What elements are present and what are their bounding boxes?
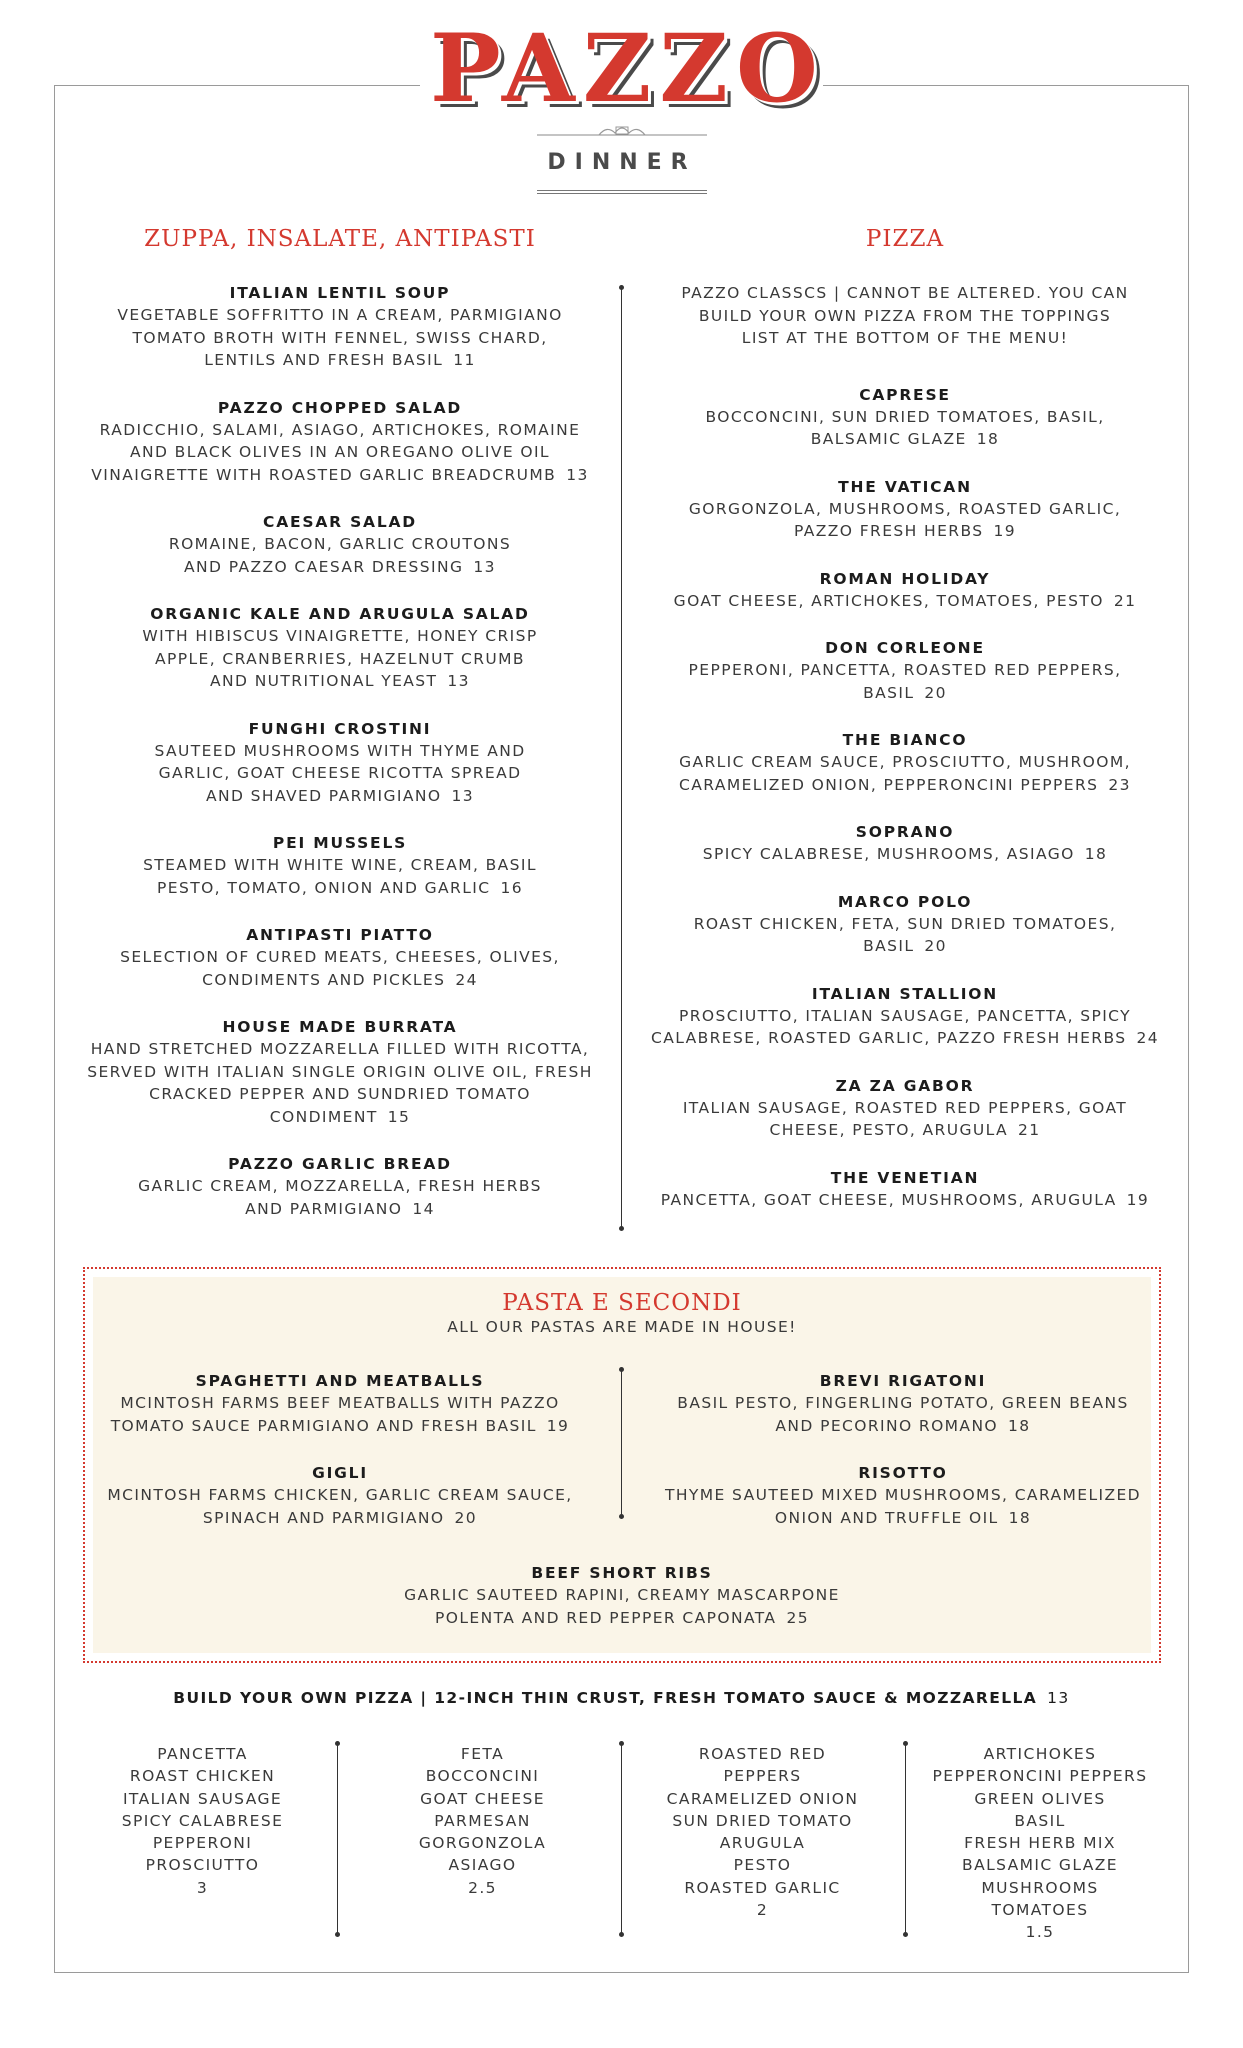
menu-item-description-text: MCINTOSH FARMS CHICKEN, GARLIC CREAM SAUCE, SPINACH AND PARMIGIANO bbox=[107, 1486, 573, 1527]
menu-item-description bbox=[93, 1584, 1151, 1629]
menu-item-description-text: RADICCHIO, SALAMI, ASIAGO, ARTICHOKES, ROMAINE AND BLACK OLIVES IN AN OREGANO OLIVE OIL VINAIGRETTE WITH ROASTED GARLIC BREADCRUMB bbox=[91, 420, 581, 484]
topping-price: 2 bbox=[756, 1901, 769, 1920]
menu-item-name: CAESAR SALAD bbox=[263, 513, 417, 531]
menu-item-price: 24 bbox=[1136, 1029, 1159, 1047]
menu-item bbox=[80, 1016, 600, 1128]
menu-item-description-text: VEGETABLE SOFFRITTO IN A CREAM, PARMIGIANO TOMATO BROTH WITH FENNEL, SWISS CHARD, LENTILS AND FRESH BASIL bbox=[117, 306, 563, 369]
menu-item-name: CAPRESE bbox=[859, 385, 951, 404]
menu-item-description bbox=[80, 1038, 600, 1128]
menu-item-description bbox=[645, 1005, 1165, 1050]
menu-item-description bbox=[80, 419, 600, 487]
menu-item-name: ORGANIC KALE AND ARUGULA SALAD bbox=[150, 605, 530, 623]
menu-item bbox=[645, 983, 1165, 1050]
topping-item: GREEN OLIVES bbox=[974, 1789, 1106, 1808]
menu-item bbox=[645, 568, 1165, 613]
topping-item: PANCETTA bbox=[157, 1745, 248, 1763]
menu-item-price: 18 bbox=[1008, 1508, 1032, 1527]
pizza-section-title: PIZZA bbox=[865, 226, 945, 252]
menu-item-description bbox=[80, 1175, 600, 1220]
menu-item-price: 23 bbox=[1108, 775, 1131, 794]
menu-item-description-text: THYME SAUTEED MIXED MUSHROOMS, CARAMELIZED ONION AND TRUFFLE OIL bbox=[664, 1486, 1142, 1527]
menu-item-price: 24 bbox=[455, 970, 478, 989]
menu-item-price: 15 bbox=[387, 1107, 411, 1126]
menu-item-price: 13 bbox=[566, 465, 589, 484]
menu-item-description bbox=[645, 498, 1165, 543]
menu-item-price: 21 bbox=[1018, 1121, 1041, 1139]
pasta-center-item bbox=[93, 1562, 1151, 1654]
menu-item bbox=[645, 1167, 1165, 1212]
topping-item: FETA bbox=[460, 1745, 505, 1763]
menu-item-name: BEEF SHORT RIBS bbox=[531, 1564, 713, 1582]
menu-item bbox=[93, 1562, 1151, 1629]
menu-item-description bbox=[645, 1189, 1165, 1212]
menu-item-description bbox=[80, 740, 600, 808]
menu-item bbox=[95, 1370, 585, 1437]
menu-item-description-text: GOAT CHEESE, ARTICHOKES, TOMATOES, PESTO bbox=[673, 591, 1104, 610]
topping-item: BASIL bbox=[1014, 1811, 1066, 1830]
menu-item-price: 11 bbox=[453, 351, 476, 369]
menu-item bbox=[80, 832, 600, 899]
menu-item-name: SPAGHETTI AND MEATBALLS bbox=[195, 1372, 485, 1390]
menu-item bbox=[95, 1462, 585, 1529]
pasta-left-items bbox=[95, 1370, 585, 1554]
menu-item-description-text: PEPPERONI, PANCETTA, ROASTED RED PEPPERS, BASIL bbox=[688, 661, 1122, 702]
menu-item-price: 25 bbox=[786, 1608, 809, 1627]
menu-item bbox=[80, 397, 600, 487]
menu-item-description-text: WITH HIBISCUS VINAIGRETTE, HONEY CRISP APPLE, CRANBERRIES, HAZELNUT CRUMB AND NUTRITIONAL YEAST bbox=[142, 627, 538, 690]
topping-item: ARTICHOKES bbox=[983, 1745, 1097, 1763]
pasta-divider bbox=[621, 1369, 622, 1517]
topping-price: 1.5 bbox=[1025, 1923, 1055, 1942]
menu-item-description bbox=[80, 946, 600, 991]
menu-item-name: PEI MUSSELS bbox=[272, 834, 408, 852]
byo-price: 13 bbox=[1047, 1689, 1070, 1707]
menu-item-price: 20 bbox=[454, 1508, 478, 1527]
menu-item-description-text: SPICY CALABRESE, MUSHROOMS, ASIAGO bbox=[702, 845, 1075, 863]
menu-item-description-text: ROAST CHICKEN, FETA, SUN DRIED TOMATOES, BASIL bbox=[693, 914, 1117, 955]
menu-item-price: 18 bbox=[976, 430, 1000, 448]
menu-item-price: 16 bbox=[500, 878, 523, 897]
dinner-underline-2 bbox=[537, 193, 707, 194]
menu-item-description bbox=[645, 751, 1165, 796]
menu-item-price: 18 bbox=[1008, 1416, 1031, 1435]
menu-item bbox=[645, 821, 1165, 866]
topping-divider-3 bbox=[905, 1743, 906, 1935]
menu-item-description-text: HAND STRETCHED MOZZARELLA FILLED WITH RICOTTA, SERVED WITH ITALIAN SINGLE ORIGIN OLIVE OIL, FRESH CRACKED PEPPER AND SUNDRIED TOMATO CONDIMENT bbox=[87, 1040, 593, 1126]
byo-title-text: BUILD YOUR OWN PIZZA | 12-INCH THIN CRUST, FRESH TOMATO SAUCE & MOZZARELLA bbox=[173, 1689, 1038, 1707]
zuppa-items bbox=[80, 282, 600, 1245]
topping-item: PESTO bbox=[733, 1856, 792, 1875]
topping-divider-1 bbox=[337, 1743, 338, 1935]
menu-item-price: 21 bbox=[1113, 591, 1137, 610]
menu-item bbox=[658, 1370, 1148, 1437]
topping-item: CARAMELIZED ONION bbox=[666, 1789, 859, 1808]
menu-item-description bbox=[645, 843, 1165, 866]
menu-item-description bbox=[645, 1097, 1165, 1142]
ornament-icon bbox=[537, 123, 707, 141]
menu-item-name: ROMAN HOLIDAY bbox=[819, 569, 991, 588]
menu-item bbox=[80, 603, 600, 693]
menu-item-description bbox=[658, 1484, 1148, 1529]
pasta-note: ALL OUR PASTAS ARE MADE IN HOUSE! bbox=[447, 1318, 797, 1336]
column-divider bbox=[621, 287, 622, 1229]
menu-item bbox=[658, 1462, 1148, 1529]
menu-item-description-text: SELECTION OF CURED MEATS, CHEESES, OLIVES, CONDIMENTS AND PICKLES bbox=[120, 948, 560, 989]
zuppa-section-title: ZUPPA, INSALATE, ANTIPASTI bbox=[144, 226, 536, 252]
menu-item-name: DON CORLEONE bbox=[825, 639, 985, 657]
menu-item bbox=[645, 1075, 1165, 1142]
menu-item-description bbox=[95, 1392, 585, 1437]
pazzo-logo: PAZZO bbox=[430, 14, 826, 124]
menu-item-description bbox=[645, 659, 1165, 704]
menu-item-description bbox=[95, 1484, 585, 1529]
menu-item bbox=[80, 924, 600, 991]
menu-item-description bbox=[658, 1392, 1148, 1437]
topping-item: ITALIAN SAUSAGE bbox=[122, 1789, 283, 1808]
topping-item: ROAST CHICKEN bbox=[129, 1767, 276, 1786]
pizza-column bbox=[645, 282, 1165, 1236]
menu-item-price: 19 bbox=[993, 522, 1016, 540]
topping-item: PARMESAN bbox=[434, 1811, 531, 1830]
menu-item-description-text: BOCCONCINI, SUN DRIED TOMATOES, BASIL, BALSAMIC GLAZE bbox=[705, 407, 1105, 448]
topping-price: 2.5 bbox=[468, 1878, 497, 1897]
menu-item-description bbox=[645, 590, 1165, 613]
topping-item: ASIAGO bbox=[448, 1856, 517, 1875]
topping-column-cheeses bbox=[375, 1743, 590, 1899]
pasta-section-title: PASTA E SECONDI bbox=[502, 1290, 742, 1316]
menu-item-name: PAZZO CHOPPED SALAD bbox=[217, 398, 463, 417]
menu-type-label: DINNER bbox=[547, 150, 697, 175]
menu-item-description-text: STEAMED WITH WHITE WINE, CREAM, BASIL PESTO, TOMATO, ONION AND GARLIC bbox=[143, 856, 537, 897]
topping-item: MUSHROOMS bbox=[981, 1878, 1099, 1897]
menu-item bbox=[645, 476, 1165, 543]
menu-item-description-text: SAUTEED MUSHROOMS WITH THYME AND GARLIC, GOAT CHEESE RICOTTA SPREAD AND SHAVED PARMIGIANO bbox=[154, 741, 526, 805]
menu-item bbox=[645, 891, 1165, 958]
menu-item-description-text: PROSCIUTTO, ITALIAN SAUSAGE, PANCETTA, SPICY CALABRESE, ROASTED GARLIC, PAZZO FRESH HERBS bbox=[650, 1006, 1132, 1047]
topping-item: PEPPERONI bbox=[152, 1834, 253, 1853]
menu-item-description-text: GARLIC CREAM SAUCE, PROSCIUTTO, MUSHROOM, CARAMELIZED ONION, PEPPERONCINI PEPPERS bbox=[679, 753, 1131, 794]
menu-item bbox=[80, 282, 600, 372]
topping-item: SUN DRIED TOMATO bbox=[672, 1811, 853, 1830]
menu-item-description bbox=[645, 913, 1165, 958]
menu-item-name: ANTIPASTI PIATTO bbox=[246, 926, 434, 944]
menu-item-price: 20 bbox=[924, 937, 947, 955]
menu-item-description-text: GARLIC SAUTEED RAPINI, CREAMY MASCARPONE POLENTA AND RED PEPPER CAPONATA bbox=[404, 1586, 840, 1627]
menu-item-name: ITALIAN LENTIL SOUP bbox=[229, 284, 451, 302]
menu-item-name: BREVI RIGATONI bbox=[819, 1372, 987, 1390]
menu-item-description-text: MCINTOSH FARMS BEEF MEATBALLS WITH PAZZO TOMATO SAUCE PARMIGIANO AND FRESH BASIL bbox=[110, 1394, 560, 1435]
byo-title bbox=[54, 1689, 1189, 1707]
menu-item-price: 20 bbox=[924, 683, 947, 702]
menu-item-description-text: BASIL PESTO, FINGERLING POTATO, GREEN BEANS AND PECORINO ROMANO bbox=[677, 1394, 1129, 1435]
menu-item bbox=[645, 384, 1165, 451]
menu-item bbox=[645, 637, 1165, 704]
menu-item-price: 14 bbox=[412, 1199, 435, 1218]
menu-item-name: RISOTTO bbox=[858, 1464, 948, 1482]
topping-item: ROASTED RED bbox=[698, 1745, 827, 1763]
menu-item-name: SOPRANO bbox=[855, 823, 955, 841]
pizza-note: PAZZO CLASSCS | CANNOT BE ALTERED. YOU CAN BUILD YOUR OWN PIZZA FROM THE TOPPINGS LIST AT THE BOTTOM OF THE MENU! bbox=[681, 284, 1129, 347]
topping-column-veg bbox=[655, 1743, 870, 1921]
menu-item bbox=[645, 729, 1165, 796]
topping-item: PROSCIUTTO bbox=[145, 1856, 260, 1875]
topping-price: 3 bbox=[196, 1878, 209, 1897]
topping-item: GOAT CHEESE bbox=[420, 1789, 545, 1808]
menu-item-name: ZA ZA GABOR bbox=[835, 1076, 975, 1095]
topping-item: SPICY CALABRESE bbox=[121, 1811, 284, 1830]
menu-item-name: HOUSE MADE BURRATA bbox=[222, 1018, 458, 1036]
menu-item-name: THE BIANCO bbox=[842, 731, 968, 749]
topping-item: BALSAMIC GLAZE bbox=[962, 1856, 1118, 1875]
topping-item: ROASTED GARLIC bbox=[684, 1878, 841, 1897]
menu-item-price: 13 bbox=[451, 786, 474, 805]
menu-item-description bbox=[80, 625, 600, 693]
topping-column-extras bbox=[925, 1743, 1155, 1944]
menu-item-description bbox=[80, 854, 600, 899]
menu-item-name: MARCO POLO bbox=[837, 892, 973, 911]
menu-item-description-text: GORGONZOLA, MUSHROOMS, ROASTED GARLIC, PAZZO FRESH HERBS bbox=[688, 499, 1122, 540]
menu-item-description-text: GARLIC CREAM, MOZZARELLA, FRESH HERBS AND PARMIGIANO bbox=[138, 1177, 542, 1218]
topping-item: FRESH HERB MIX bbox=[964, 1834, 1116, 1853]
menu-item-price: 19 bbox=[546, 1416, 570, 1435]
topping-item: ARUGULA bbox=[719, 1834, 806, 1853]
dinner-underline bbox=[537, 190, 707, 191]
menu-item-name: FUNGHI CROSTINI bbox=[248, 719, 432, 738]
topping-item: PEPPERS bbox=[723, 1767, 802, 1786]
menu-item-name: THE VATICAN bbox=[838, 477, 972, 496]
menu-item-name: PAZZO GARLIC BREAD bbox=[228, 1155, 452, 1173]
menu-item-price: 18 bbox=[1084, 845, 1108, 863]
menu-item-name: THE VENETIAN bbox=[830, 1168, 980, 1187]
menu-item-price: 19 bbox=[1126, 1190, 1150, 1209]
topping-divider-2 bbox=[621, 1743, 622, 1935]
menu-item bbox=[80, 511, 600, 578]
menu-item-description bbox=[645, 406, 1165, 451]
topping-item: BOCCONCINI bbox=[425, 1767, 540, 1786]
menu-item-price: 13 bbox=[473, 557, 496, 576]
pasta-right-items bbox=[658, 1370, 1148, 1554]
menu-item bbox=[80, 718, 600, 808]
menu-item-description bbox=[80, 304, 600, 372]
menu-item-description bbox=[80, 533, 600, 578]
topping-item: TOMATOES bbox=[991, 1901, 1089, 1920]
menu-item-description-text: ITALIAN SAUSAGE, ROASTED RED PEPPERS, GOAT CHEESE, PESTO, ARUGULA bbox=[682, 1098, 1128, 1139]
menu-item-price: 13 bbox=[447, 672, 470, 690]
menu-item-description-text: ROMAINE, BACON, GARLIC CROUTONS AND PAZZO CAESAR DRESSING bbox=[168, 535, 512, 576]
menu-item-name: GIGLI bbox=[312, 1464, 368, 1482]
menu-item-description-text: PANCETTA, GOAT CHEESE, MUSHROOMS, ARUGULA bbox=[660, 1190, 1117, 1209]
menu-item bbox=[80, 1153, 600, 1220]
menu-item-name: ITALIAN STALLION bbox=[811, 984, 999, 1003]
topping-item: PEPPERONCINI PEPPERS bbox=[932, 1767, 1148, 1786]
topping-column-meats bbox=[95, 1743, 310, 1899]
topping-item: GORGONZOLA bbox=[418, 1834, 547, 1853]
